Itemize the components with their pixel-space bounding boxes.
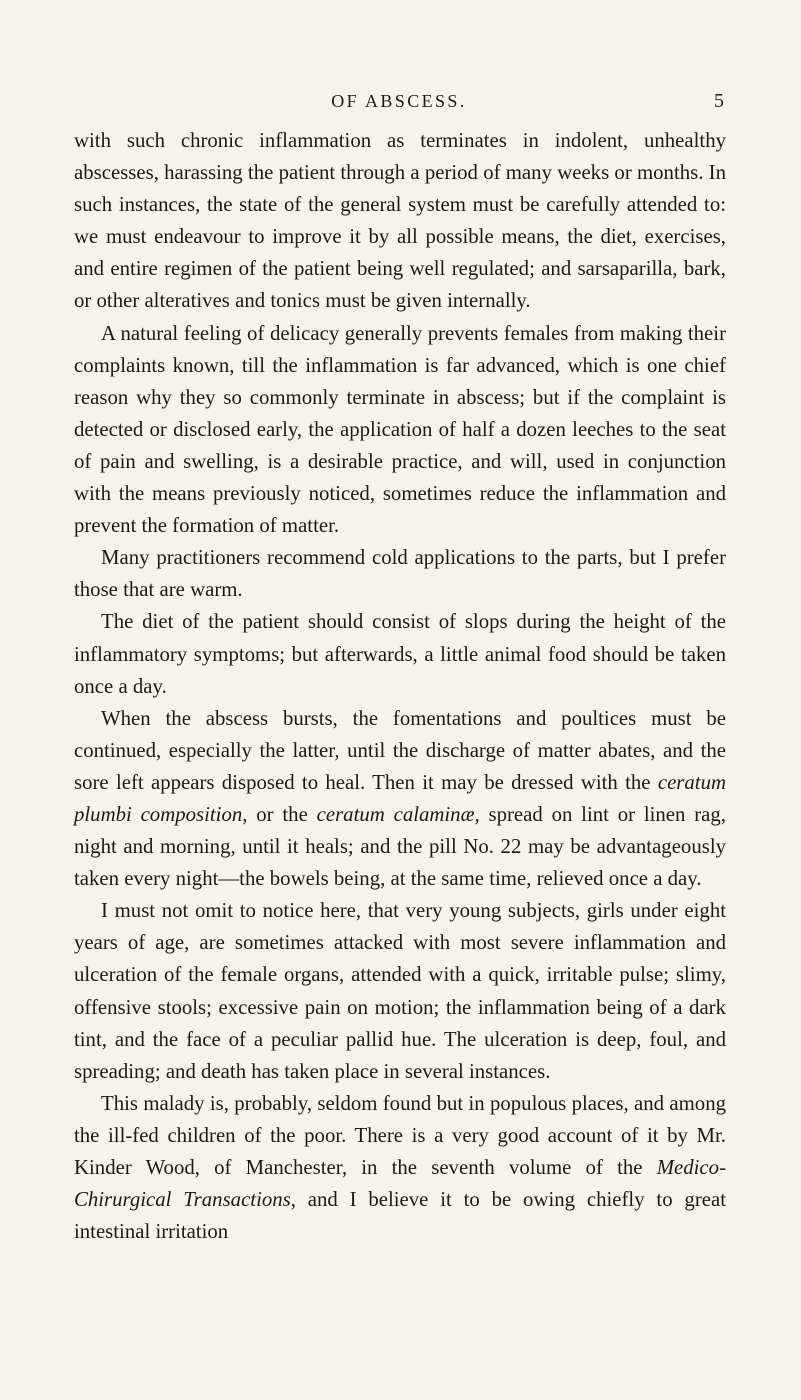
running-title: OF ABSCESS.: [331, 91, 467, 111]
italic-term: Medico-Chirurgical Transactions: [74, 1156, 726, 1212]
paragraph-text: This malady is, probably, seldom found but in populous places, and among the ill-fed children of the poor. There is a very good account of it by Mr. Kinder Wood, of Manchester, in the seventh volume of the: [74, 1091, 726, 1179]
italic-term: ceratum plumbi composition: [74, 770, 726, 826]
paragraph-text: When the abscess bursts, the fomentations and poultices must be continued, especially the latter, until the discharge of matter abates, and the sore left appears disposed to heal. Then it may be dressed with the: [74, 706, 726, 794]
body-text: [74, 125, 726, 1248]
paragraph-text: , or the: [242, 802, 317, 826]
paragraph-text: A natural feeling of delicacy generally prevents females from making their complaints known, till the inflammation is far advanced, which is one chief reason why they so commonly terminate in abscess; but if the complaint is detected or disclosed early, the application of half a dozen leeches to the seat of pain and swelling, is a desirable practice, and will, used in conjunction with the means previously noticed, sometimes reduce the inflammation and prevent the formation of matter.: [74, 321, 726, 538]
paragraph-delicacy: [74, 318, 726, 543]
paragraph-abscess-bursts: [74, 703, 726, 896]
paragraph-cold-applications: [74, 542, 726, 606]
paragraph-text: The diet of the patient should consist of slops during the height of the inflammatory symptoms; but afterwards, a little animal food should be taken once a day.: [74, 610, 726, 698]
paragraph-text: with such chronic inflammation as terminates in indolent, unhealthy abscesses, harassing the patient through a period of many weeks or months. In such instances, the state of the general system must be carefully attended to: we must endeavour to improve it by all possible means, the diet, exercises, and entire regimen of the patient being well regulated; and sarsaparilla, bark, or other alteratives and tonics must be given internally.: [74, 129, 726, 313]
running-head: [74, 86, 724, 116]
paragraph-text: , spread on lint or linen rag, night and morning, until it heals; and the pill No. 22 may be advantageously taken every night—the bowels being, at the same time, relieved once a day.: [74, 802, 726, 891]
paragraph-text: Many practitioners recommend cold applications to the parts, but I prefer those that are warm.: [74, 546, 726, 602]
paragraph-chronic-inflammation: [74, 125, 726, 318]
paragraph-young-subjects: [74, 895, 726, 1088]
page-number: 5: [714, 90, 724, 112]
paragraph-malady: [74, 1088, 726, 1248]
paragraph-diet: [74, 606, 726, 702]
paragraph-text: , and I believe it to be owing chiefly to great intestinal irritation: [74, 1188, 726, 1244]
paragraph-text: I must not omit to notice here, that very young subjects, girls under eight years of age, are sometimes attacked with most severe inflammation and ulceration of the female organs, attended with a quick, irritable pulse; slimy, offensive stools; excessive pain on motion; the inflammation being of a dark tint, and the face of a peculiar pallid hue. The ulceration is deep, foul, and spreading; and death has taken place in several instances.: [74, 899, 726, 1083]
italic-term: ceratum calaminæ: [316, 802, 475, 826]
